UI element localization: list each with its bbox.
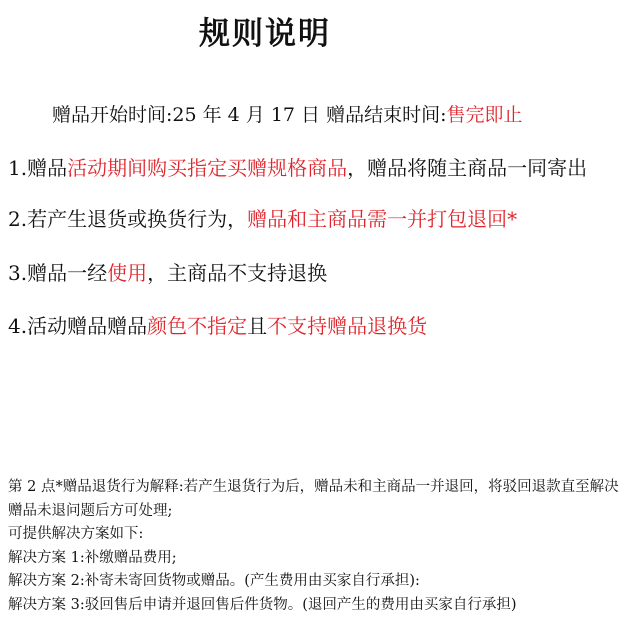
rule-number: 1. bbox=[8, 156, 28, 180]
rule-highlight: 颜色不指定 bbox=[147, 314, 248, 338]
start-time-value: 25 年 4 月 17 日 bbox=[172, 104, 321, 126]
end-time-label: 赠品结束时间: bbox=[320, 104, 447, 126]
rule-number: 4. bbox=[8, 314, 28, 338]
start-time-label: 赠品开始时间: bbox=[52, 104, 173, 126]
notes-section bbox=[8, 476, 633, 617]
rule-item-3 bbox=[8, 257, 327, 286]
rule-text: 赠品一经 bbox=[27, 261, 108, 285]
page-title: 规则说明 bbox=[199, 16, 331, 52]
rule-text: ，主商品不支持退换 bbox=[147, 261, 328, 285]
rule-text: 若产生退货或换货行为， bbox=[27, 207, 248, 231]
rule-highlight: 不支持赠品退换货 bbox=[267, 314, 428, 338]
return-explanation: 第 2 点*赠品退货行为解释:若产生退货行为后，赠品未和主商品一并退回，将驳回退款直至解决赠品未退问题后方可处理; bbox=[8, 479, 619, 519]
rule-text: 赠品 bbox=[27, 156, 68, 180]
rule-item-4 bbox=[8, 310, 427, 339]
solution-item-2: 解决方案 2:补寄未寄回货物或赠品。(产生费用由买家自行承担): bbox=[8, 573, 420, 589]
solutions-intro: 可提供解决方案如下: bbox=[8, 526, 144, 542]
rule-highlight: 使用 bbox=[107, 261, 148, 285]
rule-number: 3. bbox=[8, 261, 28, 285]
rule-item-2 bbox=[8, 203, 517, 232]
rule-item-1 bbox=[8, 152, 587, 181]
rule-text: 活动赠品赠品 bbox=[27, 314, 148, 338]
gift-period-line bbox=[52, 100, 523, 127]
end-time-value: 售完即止 bbox=[446, 104, 523, 126]
rule-highlight: 活动期间购买指定买赠规格商品 bbox=[67, 156, 348, 180]
rule-text: 且 bbox=[247, 314, 268, 338]
solution-item-3: 解决方案 3:驳回售后申请并退回售后件货物。(退回产生的费用由买家自行承担) bbox=[8, 596, 517, 613]
rule-text: ，赠品将随主商品一同寄出 bbox=[347, 156, 588, 180]
solution-item-1: 解决方案 1:补缴赠品费用; bbox=[8, 549, 177, 566]
rule-highlight: 赠品和主商品需一并打包退回* bbox=[247, 207, 518, 231]
rule-number: 2. bbox=[8, 207, 28, 231]
